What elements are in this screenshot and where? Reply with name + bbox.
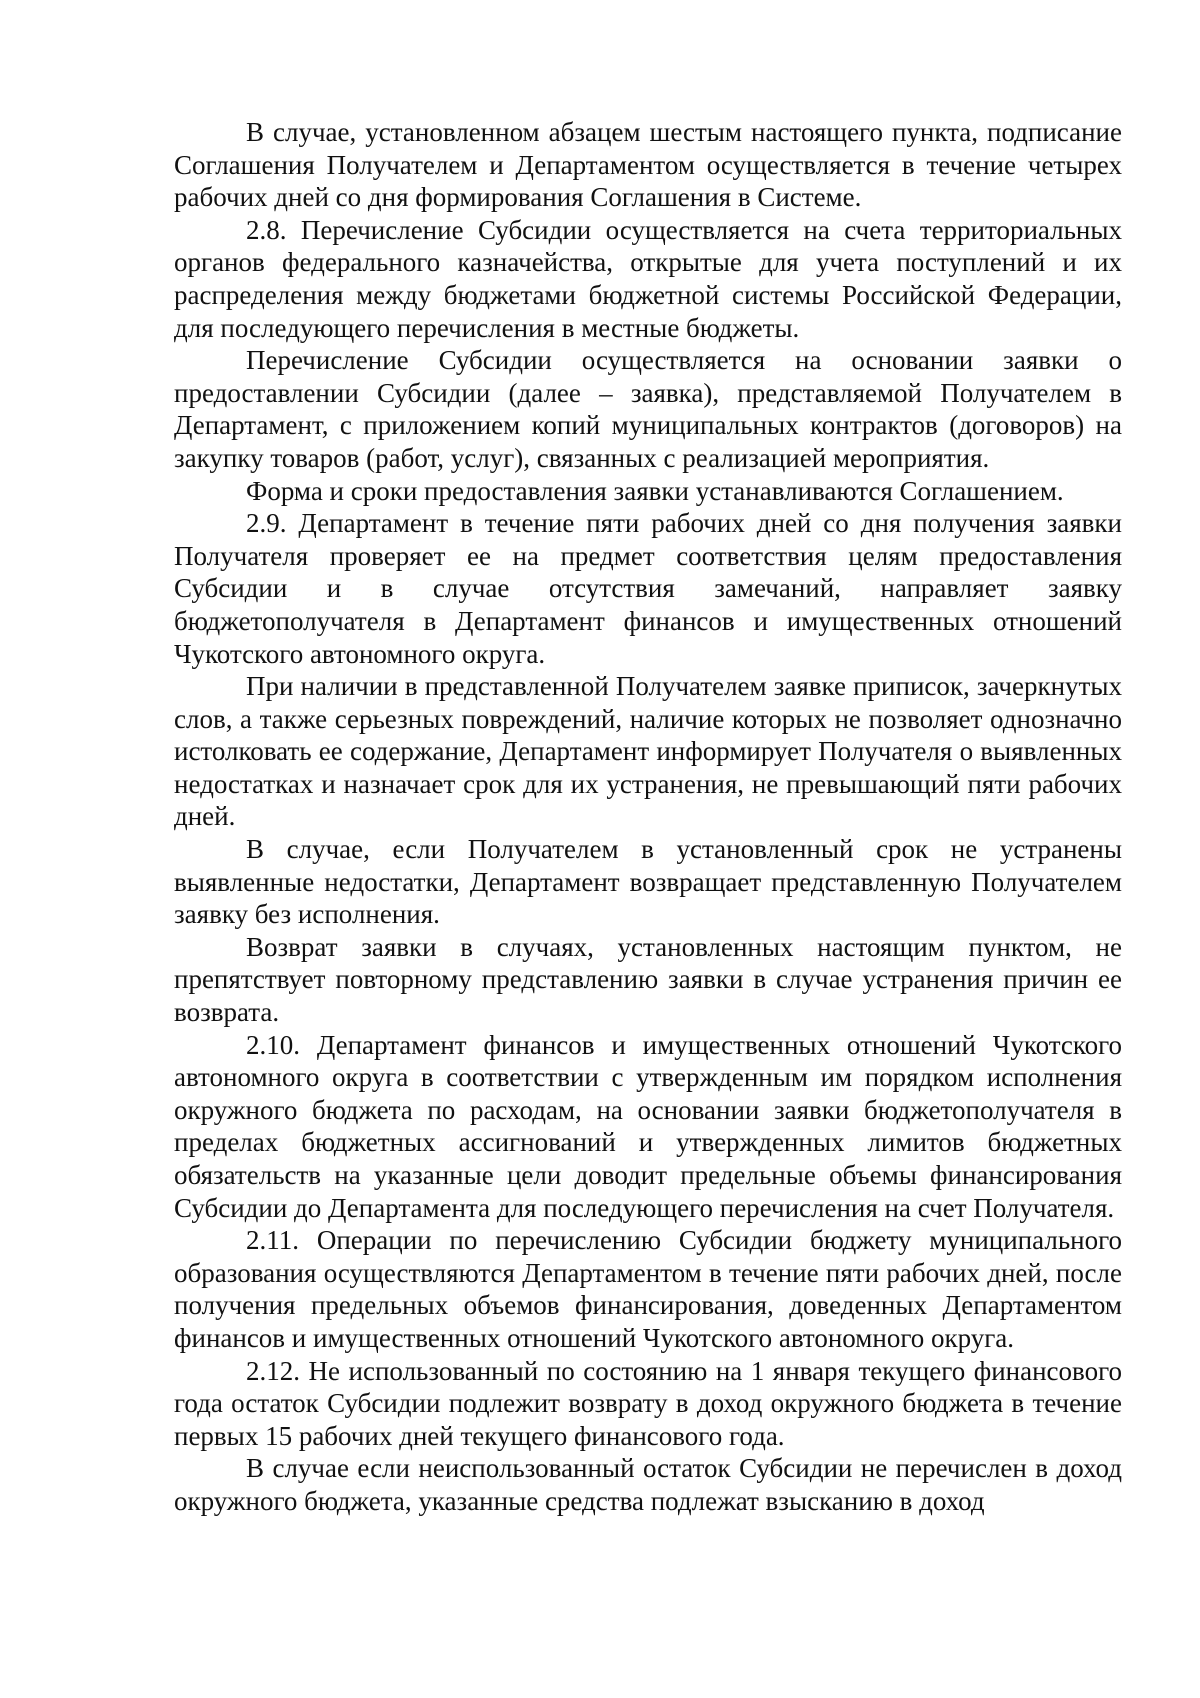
paragraph-2-9: 2.9. Департамент в течение пяти рабочих дней со дня получения заявки Получателя проверяет ее на предмет соответствия целям предоставления Субсидии и в случае отсутствия замечаний, направляет заявку бюджетополучателя в Департамент финансов и имущественных отношений Чукотского автономного округа. bbox=[174, 508, 1122, 669]
paragraph-resubmission: Возврат заявки в случаях, установленных настоящим пунктом, не препятствует повторному представлению заявки в случае устранения причин ее возврата. bbox=[174, 931, 1122, 1028]
paragraph-application-form: Форма и сроки предоставления заявки устанавливаются Соглашением. bbox=[246, 475, 1064, 506]
document-page bbox=[174, 116, 1122, 1518]
paragraph-deficiencies: При наличии в представленной Получателем заявке приписок, зачеркнутых слов, а также серьезных повреждений, наличие которых не позволяет однозначно истолковать ее содержание, Департамент информирует Получателя о выявленных недостатках и назначает срок для их устранения, не превышающий пяти рабочих дней. bbox=[174, 671, 1122, 832]
paragraph-2-10: 2.10. Департамент финансов и имущественных отношений Чукотского автономного округа в соответствии с утвержденным им порядком исполнения окружного бюджета по расходам, на основании заявки бюджетополучателя в пределах бюджетных ассигнований и утвержденных лимитов бюджетных обязательств на указанные цели доводит предельные объемы финансирования Субсидии до Департамента для последующего перечисления на счет Получателя. bbox=[174, 1029, 1122, 1223]
paragraph-2-11: 2.11. Операции по перечислению Субсидии бюджету муниципального образования осуществляются Департаментом в течение пяти рабочих дней, после получения предельных объемов финансирования, доведенных Департаментом финансов и имущественных отношений Чукотского автономного округа. bbox=[174, 1225, 1122, 1353]
paragraph-2-8: 2.8. Перечисление Субсидии осуществляется на счета территориальных органов федерального казначейства, открытые для учета поступлений и их распределения между бюджетами бюджетной системы Российской Федерации, для последующего перечисления в местные бюджеты. bbox=[174, 214, 1122, 343]
paragraph-recovery: В случае если неиспользованный остаток Субсидии не перечислен в доход окружного бюджета, указанные средства подлежат взысканию в доход bbox=[174, 1453, 1122, 1516]
paragraph-transfer-basis: Перечисление Субсидии осуществляется на основании заявки о предоставлении Субсидии (далее – заявка), представляемой Получателем в Департамент, с приложением копий муниципальных контрактов (договоров) на закупку товаров (работ, услуг), связанных с реализацией мероприятия. bbox=[174, 345, 1122, 473]
paragraph-2-12: 2.12. Не использованный по состоянию на 1 января текущего финансового года остаток Субсидии подлежит возврату в доход окружного бюджета в течение первых 15 рабочих дней текущего финансового года. bbox=[174, 1355, 1122, 1451]
paragraph-return-application: В случае, если Получателем в установленный срок не устранены выявленные недостатки, Департамент возвращает представленную Получателем заявку без исполнения. bbox=[174, 834, 1122, 930]
paragraph-signing-agreement: В случае, установленном абзацем шестым настоящего пункта, подписание Соглашения Получателем и Департаментом осуществляется в течение четырех рабочих дней со дня формирования Соглашения в Системе. bbox=[174, 117, 1122, 213]
